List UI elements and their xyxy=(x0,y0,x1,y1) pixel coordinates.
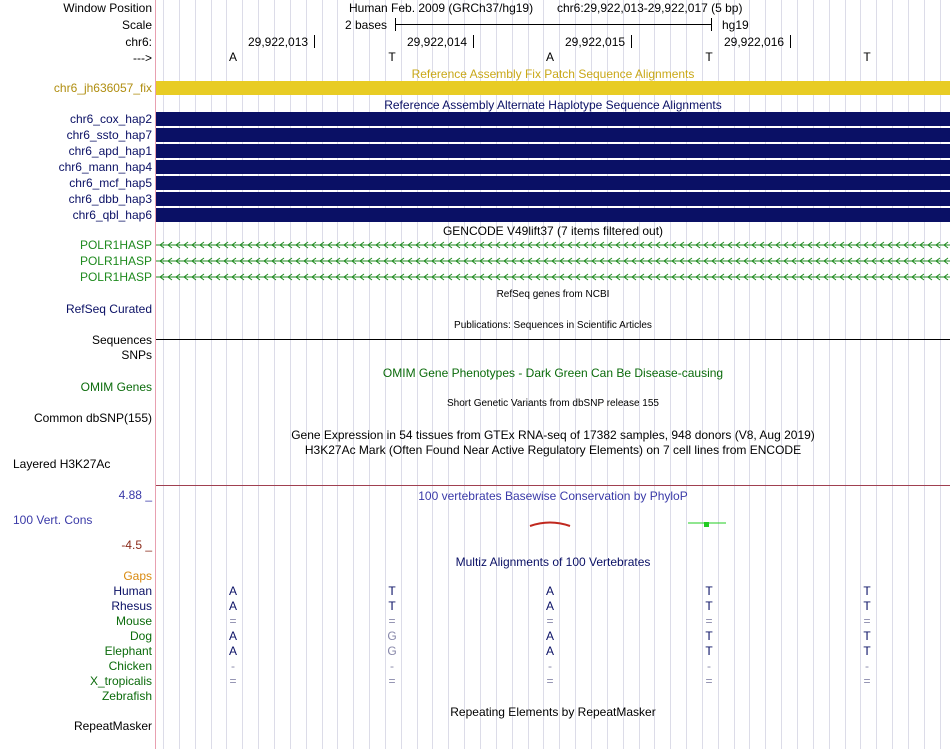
multiz-species-label[interactable]: Mouse xyxy=(115,614,152,628)
multiz-aligned-base: = xyxy=(546,614,554,628)
multiz-species-label[interactable]: Rhesus xyxy=(111,599,152,613)
multiz-aligned-base: A xyxy=(545,599,554,613)
multiz-aligned-base: = xyxy=(388,614,396,628)
ruler-coord: 29,922,013 xyxy=(248,35,309,49)
repeatmasker-track-title: Repeating Elements by RepeatMasker xyxy=(450,705,656,719)
gencode-gene-feature[interactable] xyxy=(156,238,950,252)
multiz-aligned-base: = xyxy=(705,674,713,688)
sequence-base: A xyxy=(545,50,554,64)
multiz-aligned-base: T xyxy=(705,584,713,598)
alt-haplotype-bar[interactable] xyxy=(156,176,950,190)
ruler-tick xyxy=(631,35,632,48)
snps-label[interactable]: SNPs xyxy=(121,348,152,362)
multiz-aligned-base: T xyxy=(863,644,871,658)
position-text: chr6:29,922,013-29,922,017 (5 bp) xyxy=(557,1,743,15)
sequence-base: T xyxy=(705,50,713,64)
multiz-aligned-base: = xyxy=(229,674,237,688)
window-position-label: Window Position xyxy=(63,1,152,15)
ruler-coord: 29,922,014 xyxy=(407,35,468,49)
chrom-label: chr6: xyxy=(125,35,152,49)
alt-haplotype-label[interactable]: chr6_mann_hap4 xyxy=(58,160,152,174)
phylop-track-title: 100 vertebrates Basewise Conservation by PhyloP xyxy=(418,489,688,503)
assembly-short-label: hg19 xyxy=(722,18,749,32)
multiz-aligned-base: A xyxy=(228,599,237,613)
phylop-track-label[interactable]: 100 Vert. Cons xyxy=(13,513,93,527)
publications-baseline xyxy=(156,339,950,340)
refseq-track-title: RefSeq genes from NCBI xyxy=(496,289,610,300)
alt-haplotype-bar[interactable] xyxy=(156,208,950,222)
ruler-coord: 29,922,016 xyxy=(724,35,785,49)
phylop-top-line xyxy=(156,485,950,486)
multiz-aligned-base: T xyxy=(863,584,871,598)
multiz-species-label[interactable]: Dog xyxy=(129,629,152,643)
repeatmasker-track-label[interactable]: RepeatMasker xyxy=(73,719,152,733)
multiz-aligned-base: A xyxy=(545,629,554,643)
ruler-tick xyxy=(790,35,791,48)
gencode-gene-label[interactable]: POLR1HASP xyxy=(79,270,152,284)
multiz-aligned-base: - xyxy=(548,659,552,673)
alt-haplotype-bar[interactable] xyxy=(156,160,950,174)
alt-haplotype-label[interactable]: chr6_dbb_hap3 xyxy=(68,192,152,206)
gencode-gene-label[interactable]: POLR1HASP xyxy=(79,238,152,252)
multiz-aligned-base: T xyxy=(388,584,396,598)
multiz-aligned-base: = xyxy=(229,614,237,628)
strand-arrow-label: ---> xyxy=(133,51,152,65)
gencode-gene-feature[interactable] xyxy=(156,270,950,284)
multiz-aligned-base: T xyxy=(863,629,871,643)
fix-patch-track-label[interactable]: chr6_jh636057_fix xyxy=(53,81,152,95)
alt-haplotype-bar[interactable] xyxy=(156,144,950,158)
publications-track-label[interactable]: Sequences xyxy=(91,333,152,347)
multiz-species-label[interactable]: Human xyxy=(113,584,152,598)
multiz-aligned-base: - xyxy=(231,659,235,673)
multiz-aligned-base: - xyxy=(390,659,394,673)
scale-bases-text: 2 bases xyxy=(345,18,388,32)
alt-haplotype-label[interactable]: chr6_mcf_hap5 xyxy=(69,176,152,190)
h3k27ac-track-label[interactable]: Layered H3K27Ac xyxy=(13,457,111,471)
scale-bar-right-tick xyxy=(711,18,712,31)
alt-haplotype-label[interactable]: chr6_ssto_hap7 xyxy=(66,128,152,142)
sequence-base: T xyxy=(863,50,871,64)
alt-haplotype-bar[interactable] xyxy=(156,192,950,206)
gencode-gene-label[interactable]: POLR1HASP xyxy=(79,254,152,268)
multiz-aligned-base: = xyxy=(863,674,871,688)
multiz-species-label[interactable]: Elephant xyxy=(104,644,152,658)
ruler-coord: 29,922,015 xyxy=(565,35,626,49)
multiz-aligned-base: G xyxy=(387,629,397,643)
multiz-species-label[interactable]: Zebrafish xyxy=(101,689,152,703)
gtex-track-title: Gene Expression in 54 tissues from GTEx RNA-seq of 17382 samples, 948 donors (V8, Aug 2019) xyxy=(291,428,815,442)
refseq-track-label[interactable]: RefSeq Curated xyxy=(65,302,152,316)
omim-track-label[interactable]: OMIM Genes xyxy=(80,380,152,394)
phylop-min-label: -4.5 _ xyxy=(121,538,152,552)
alt-haplotype-bar[interactable] xyxy=(156,128,950,142)
multiz-gaps-label[interactable]: Gaps xyxy=(123,569,152,583)
multiz-aligned-base: = xyxy=(863,614,871,628)
ruler-tick xyxy=(314,35,315,48)
multiz-aligned-base: A xyxy=(228,644,237,658)
dbsnp-track-label[interactable]: Common dbSNP(155) xyxy=(33,411,152,425)
ruler-tick xyxy=(473,35,474,48)
scale-bar xyxy=(395,24,712,25)
assembly-text: Human Feb. 2009 (GRCh37/hg19) xyxy=(349,1,534,15)
multiz-aligned-base: = xyxy=(388,674,396,688)
multiz-aligned-base: A xyxy=(545,644,554,658)
alt-haplotype-bar[interactable] xyxy=(156,112,950,126)
scale-label: Scale xyxy=(121,18,152,32)
multiz-aligned-base: T xyxy=(705,599,713,613)
alt-haplotype-label[interactable]: chr6_cox_hap2 xyxy=(69,112,152,126)
multiz-aligned-base: A xyxy=(228,584,237,598)
publications-track-title: Publications: Sequences in Scientific Articles xyxy=(454,320,652,331)
phylop-negative-peak xyxy=(530,523,570,527)
fix-patch-alignment-bar[interactable] xyxy=(156,81,950,95)
multiz-track-title: Multiz Alignments of 100 Vertebrates xyxy=(455,555,651,569)
multiz-aligned-base: = xyxy=(705,614,713,628)
gencode-gene-feature[interactable] xyxy=(156,254,950,268)
multiz-aligned-base: - xyxy=(865,659,869,673)
multiz-aligned-base: - xyxy=(707,659,711,673)
alt-haplotype-label[interactable]: chr6_apd_hap1 xyxy=(68,144,152,158)
dbsnp-track-title: Short Genetic Variants from dbSNP release 155 xyxy=(447,398,659,409)
multiz-aligned-base: G xyxy=(387,644,397,658)
phylop-positive-marker xyxy=(704,522,709,527)
multiz-species-label[interactable]: X_tropicalis xyxy=(89,674,152,688)
alt-haplotype-track-title: Reference Assembly Alternate Haplotype Sequence Alignments xyxy=(384,98,722,112)
multiz-aligned-base: T xyxy=(388,599,396,613)
multiz-aligned-base: T xyxy=(705,629,713,643)
multiz-aligned-base: = xyxy=(546,674,554,688)
multiz-aligned-base: A xyxy=(545,584,554,598)
multiz-aligned-base: A xyxy=(228,629,237,643)
h3k27ac-track-title: H3K27Ac Mark (Often Found Near Active Regulatory Elements) on 7 cell lines from ENCODE xyxy=(304,443,802,457)
phylop-plot xyxy=(156,505,950,545)
fix-patch-track-title: Reference Assembly Fix Patch Sequence Alignments xyxy=(411,67,695,81)
alt-haplotype-label[interactable]: chr6_qbl_hap6 xyxy=(72,208,152,222)
phylop-max-label: 4.88 _ xyxy=(118,488,152,502)
omim-track-title: OMIM Gene Phenotypes - Dark Green Can Be Disease-causing xyxy=(382,366,724,380)
multiz-species-label[interactable]: Chicken xyxy=(108,659,152,673)
sequence-base: T xyxy=(388,50,396,64)
sequence-base: A xyxy=(228,50,237,64)
gencode-track-title: GENCODE V49lift37 (7 items filtered out) xyxy=(442,224,664,238)
multiz-aligned-base: T xyxy=(705,644,713,658)
multiz-aligned-base: T xyxy=(863,599,871,613)
